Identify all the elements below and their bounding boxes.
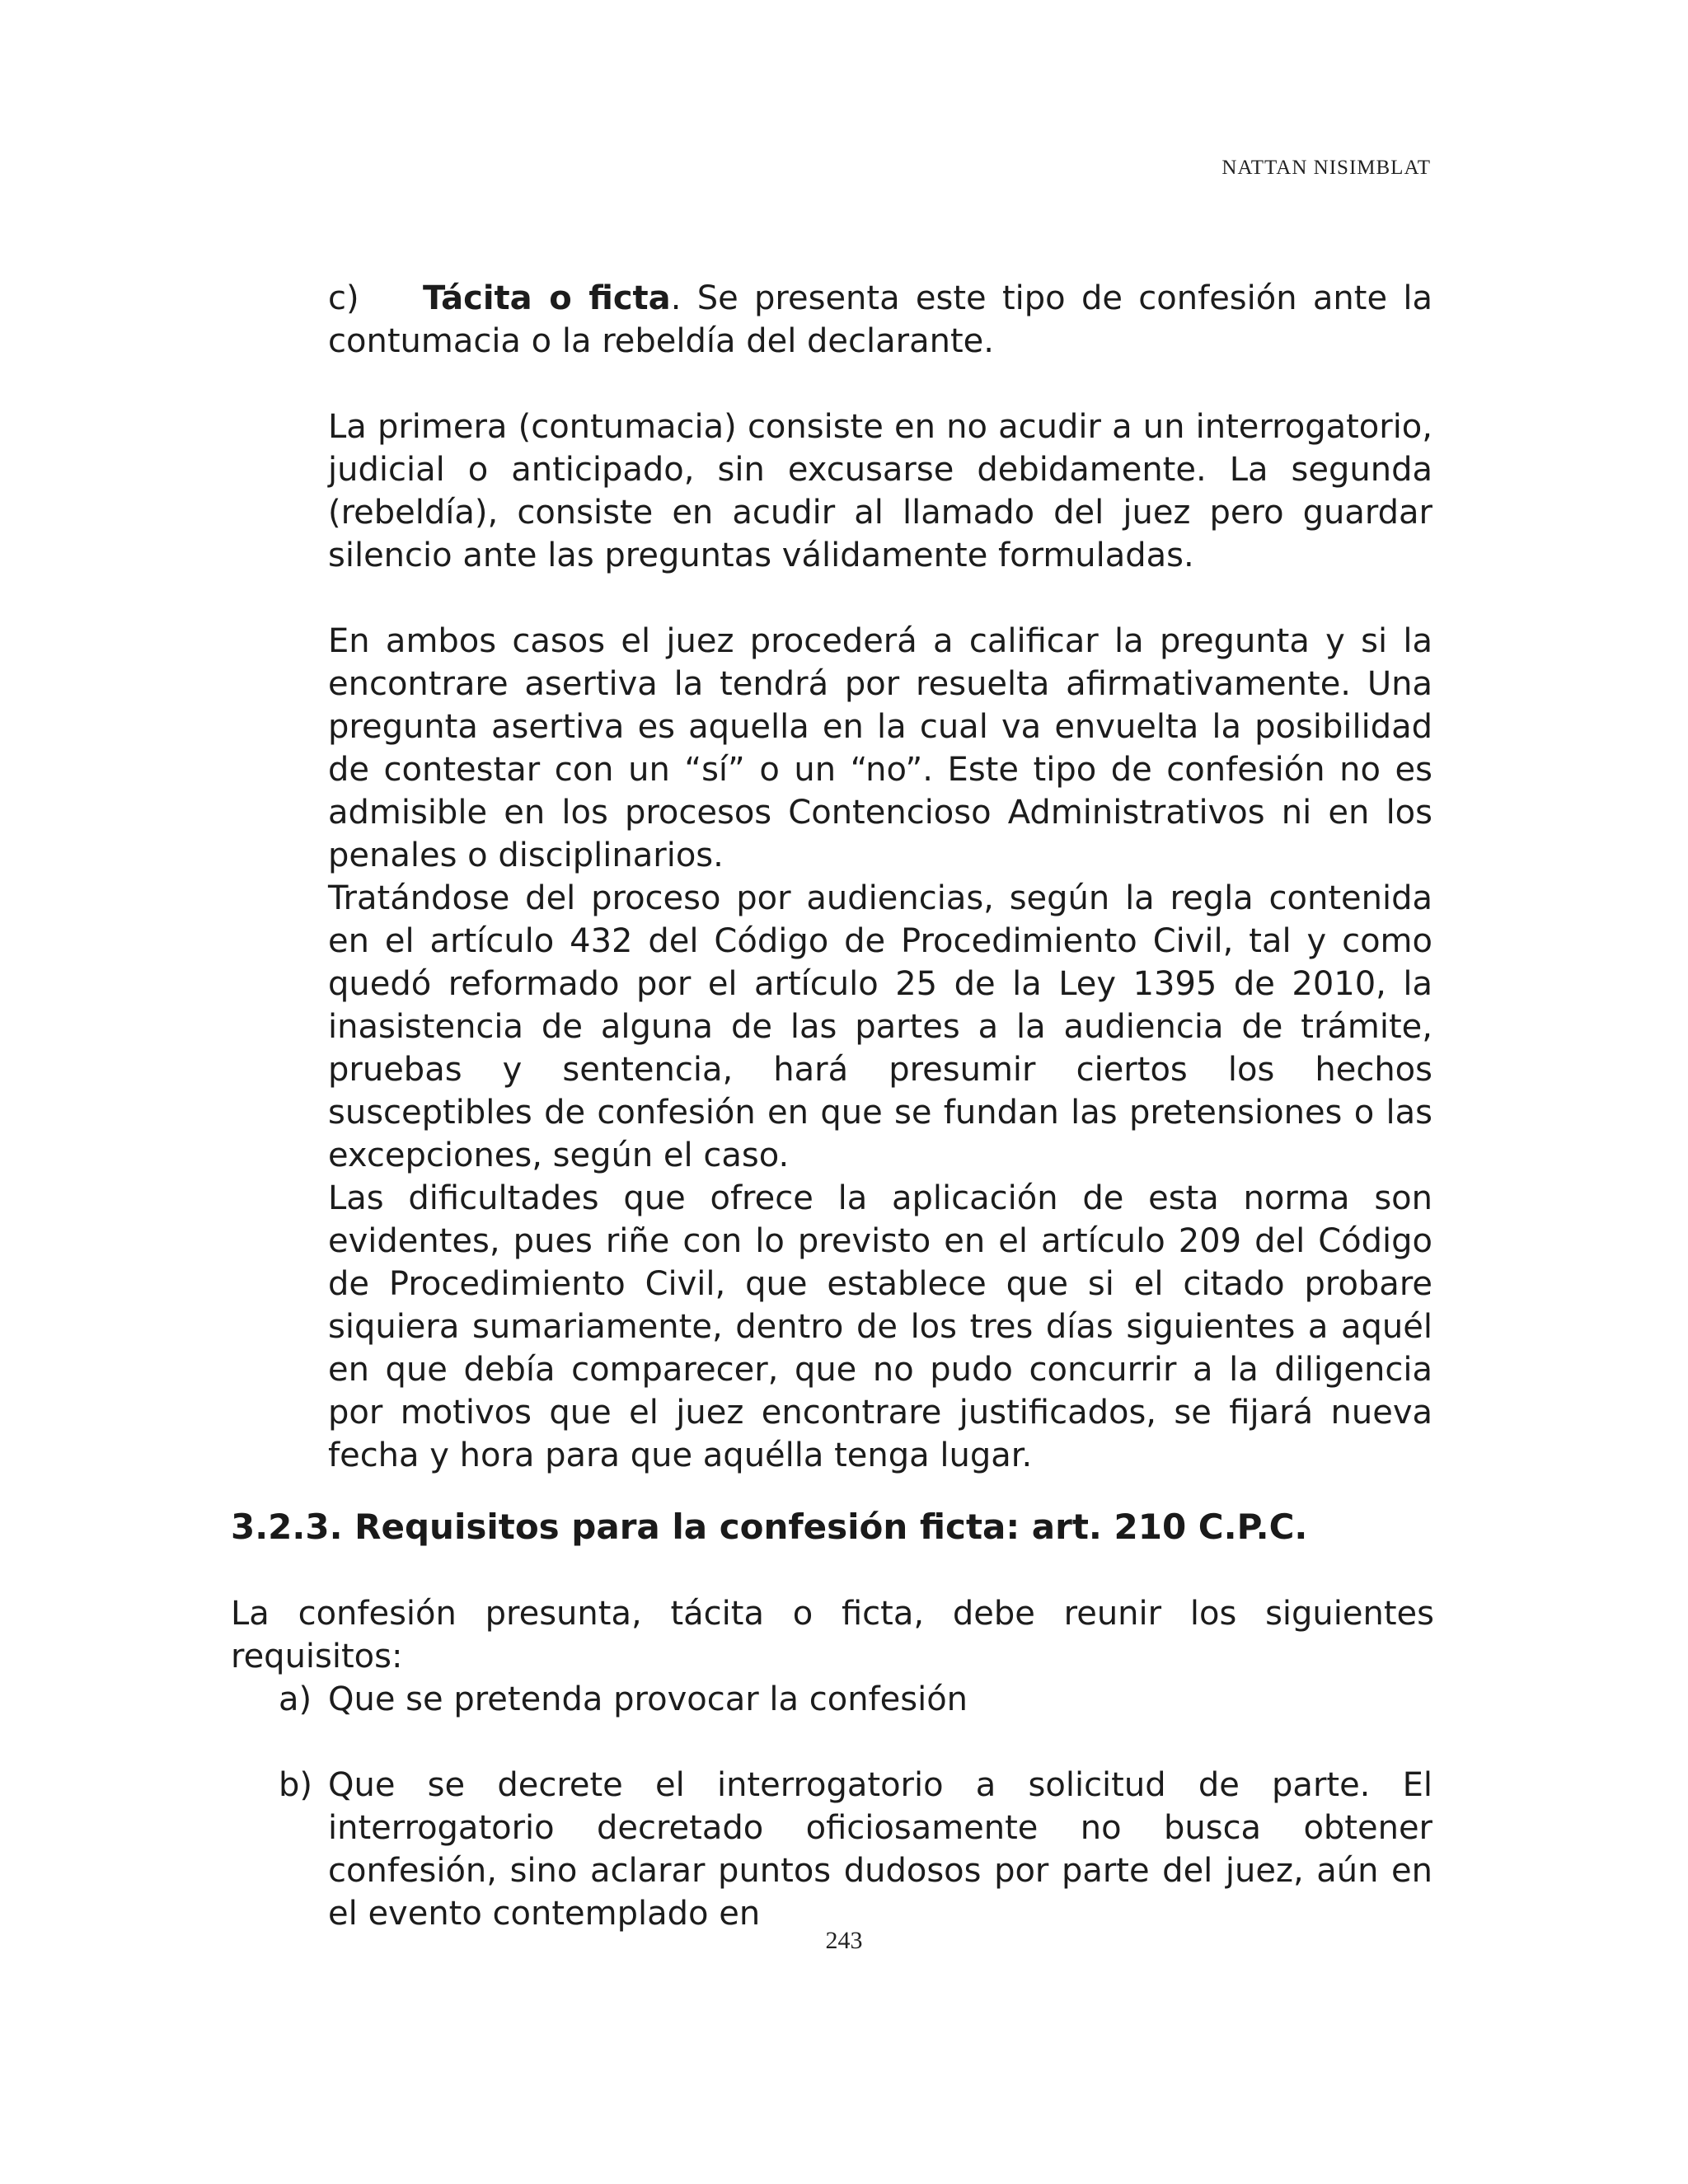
list-text: Que se pretenda provocar la confesión: [328, 1680, 968, 1718]
list-text: Que se decrete el interrogatorio a solicitud de parte. El interrogatorio decretado oficiosamente no busca obtener confesión, sino aclarar puntos dudosos por parte del juez, aún en el evento contemplado en: [328, 1766, 1432, 1933]
paragraph-audiencias: [328, 877, 1432, 1177]
paragraph-text: Tratándose del proceso por audiencias, según la regla contenida en el artículo 432 del Código de Procedimiento Civil, tal y como quedó reformado por el artículo 25 de la Ley 1395 de 2010, la inasistencia de alguna de las partes a la audiencia de trámite, pruebas y sentencia, hará presumir ciertos los hechos susceptibles de confesión en que se fundan las pretensiones o las excepciones, según el caso.: [328, 879, 1432, 1174]
item-c-text: . Se presenta este tipo de confesión ante la contumacia o la rebeldía del declarante.: [328, 279, 1433, 360]
paragraph-contumacia: [328, 405, 1432, 577]
section-intro: La confesión presunta, tácita o ficta, debe reunir los siguientes requisitos:: [231, 1595, 1434, 1675]
item-c-label: c): [328, 279, 359, 317]
item-c-paragraph: [328, 277, 1432, 363]
list-marker: b): [279, 1766, 312, 1804]
list-item-a: [279, 1678, 1432, 1721]
section-heading: 3.2.3. Requisitos para la confesión ficta: art. 210 C.P.C.: [231, 1507, 1308, 1547]
item-c-block: [328, 277, 1432, 363]
running-header-author: NATTAN NISIMBLAT: [1221, 157, 1431, 179]
paragraph-dificultades: [328, 1177, 1432, 1477]
paragraph-text: Las dificultades que ofrece la aplicación de esta norma son evidentes, pues riñe con lo previsto en el artículo 209 del Código de Procedimiento Civil, que establece que si el citado probare siquiera sumariamente, dentro de los tres días siguientes a aquél en que debía comparecer, que no pudo concurrir a la diligencia por motivos que el juez encontrare justificados, se fijará nueva fecha y hora para que aquélla tenga lugar.: [328, 1179, 1432, 1474]
item-c-title: Tácita o ficta: [423, 279, 671, 317]
list-item-b: [279, 1764, 1432, 1935]
paragraph-text: La primera (contumacia) consiste en no acudir a un interrogatorio, judicial o anticipado, sin excusarse debidamente. La segunda (rebeldía), consiste en acudir al llamado del juez pero guardar silencio ante las preguntas válidamente formuladas.: [328, 408, 1432, 574]
list-marker: a): [279, 1680, 312, 1718]
paragraph-text: En ambos casos el juez procederá a calificar la pregunta y si la encontrare asertiva la tendrá por resuelta afirmativamente. Una pregunta asertiva es aquella en la cual va envuelta la posibilidad de contestar con un “sí” o un “no”. Este tipo de confesión no es admisible en los procesos Contencioso Administrativos ni en los penales o disciplinarios.: [328, 622, 1432, 874]
page-number: 243: [825, 1927, 863, 1954]
paragraph-asertiva: [328, 620, 1432, 877]
